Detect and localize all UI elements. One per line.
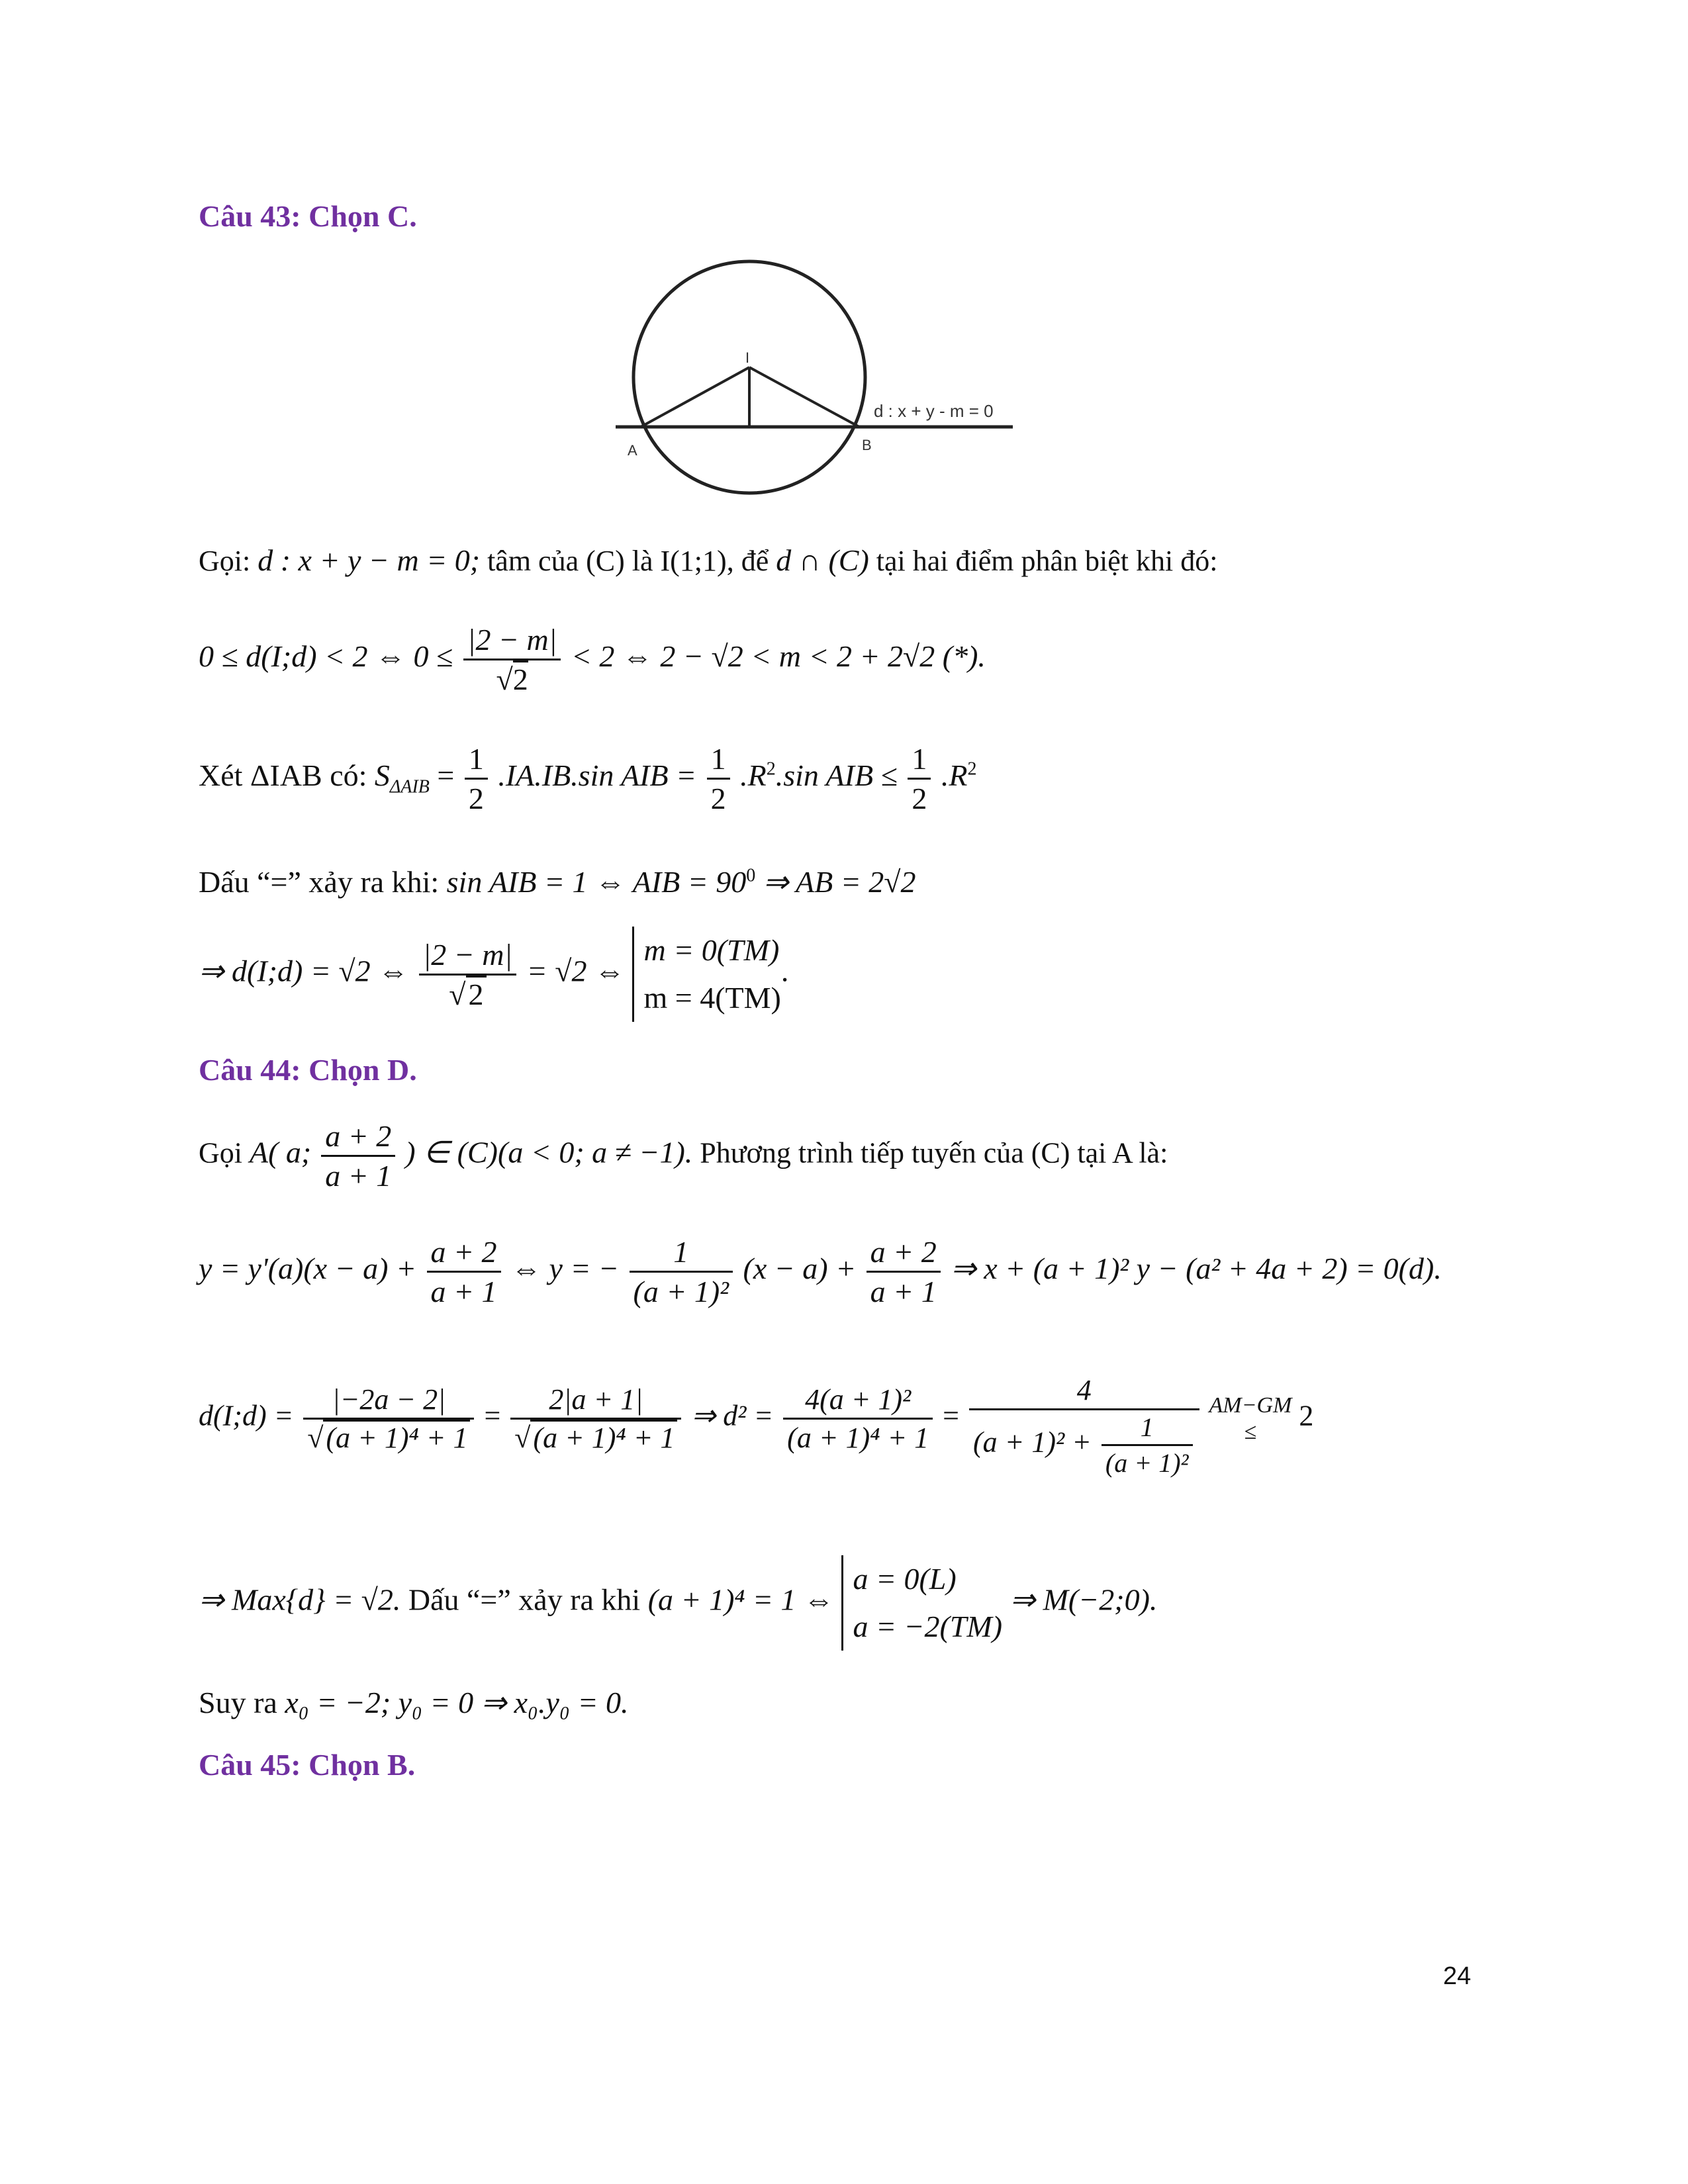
numerator: 1 xyxy=(707,741,730,780)
denominator: a + 1 xyxy=(870,1275,937,1308)
numerator: 1 xyxy=(908,741,931,780)
denominator: (a + 1)² xyxy=(1105,1448,1189,1478)
text: tâm của (C) là I(1;1), để xyxy=(487,545,769,577)
math: ⇒ Max{d} = √2. xyxy=(199,1582,401,1617)
fraction xyxy=(510,1383,681,1455)
q44-line-4 xyxy=(199,1555,1157,1651)
fraction xyxy=(630,1234,733,1309)
text: Dấu “=” xảy ra khi xyxy=(408,1582,641,1617)
superscript: 2 xyxy=(967,758,977,780)
numerator: 4(a + 1)² xyxy=(783,1383,933,1420)
text: Phương trình tiếp tuyến của (C) tại A là: xyxy=(700,1136,1168,1169)
q43-line-4 xyxy=(199,864,915,899)
fraction xyxy=(1102,1412,1193,1479)
text: Suy ra xyxy=(199,1686,277,1719)
math: d ∩ (C) xyxy=(776,543,869,577)
math: = √2 ⇔ xyxy=(526,954,625,988)
case-1: a = 0(L) xyxy=(853,1562,957,1596)
numerator: a + 2 xyxy=(867,1234,941,1273)
numerator: 1 xyxy=(630,1234,733,1273)
fraction xyxy=(303,1383,474,1455)
numerator: |2 − m| xyxy=(419,937,517,976)
radicand: 2 xyxy=(513,660,528,696)
denominator: √(a + 1)⁴ + 1 xyxy=(303,1420,474,1455)
case-bracket xyxy=(841,1555,1002,1651)
math: d : x + y − m = 0; xyxy=(258,543,481,577)
numerator: a + 2 xyxy=(427,1234,501,1273)
label-d: d : x + y - m = 0 xyxy=(874,401,994,421)
numerator: 2|a + 1| xyxy=(510,1383,681,1420)
le-sign: ≤ xyxy=(1244,1419,1257,1444)
period: . xyxy=(780,954,789,988)
case-2: a = −2(TM) xyxy=(853,1610,1003,1643)
amgm-label: AM−GM xyxy=(1209,1392,1292,1418)
segment-ia xyxy=(641,367,749,427)
q43-line-1 xyxy=(199,543,1217,578)
math: .IA.IB.sin AIB = xyxy=(498,758,697,793)
math: = xyxy=(437,758,455,793)
numerator: |−2a − 2| xyxy=(303,1383,474,1420)
math: 2 xyxy=(1299,1399,1314,1432)
superscript: 0 xyxy=(746,865,756,886)
numerator: a + 2 xyxy=(321,1118,395,1157)
text: tại hai điểm phân biệt khi đó: xyxy=(876,545,1218,577)
fraction xyxy=(783,1383,933,1455)
fraction xyxy=(321,1118,395,1193)
math: ) ∈ (C)(a < 0; a ≠ −1). xyxy=(405,1135,693,1169)
numerator: 1 xyxy=(465,741,488,780)
denominator: √2 xyxy=(419,976,517,1012)
text: Dấu “=” xảy ra khi: xyxy=(199,865,440,899)
fraction xyxy=(908,741,931,816)
denominator: 2 xyxy=(710,782,726,815)
text: Xét ΔIAB có: xyxy=(199,758,367,793)
q44-line-3 xyxy=(199,1373,1313,1479)
math: ⇒ d² = xyxy=(691,1399,774,1432)
amgm-inequality xyxy=(1209,1392,1292,1445)
q43-line-3 xyxy=(199,741,976,816)
math: ⇒ x + (a + 1)² y − (a² + 4a + 2) = 0(d). xyxy=(951,1251,1442,1286)
label-a: A xyxy=(628,442,637,459)
question-43-heading: Câu 43: Chọn C. xyxy=(199,199,417,233)
numerator: 4 xyxy=(969,1373,1199,1410)
question-44-heading: Câu 44: Chọn D. xyxy=(199,1053,417,1087)
numerator: |2 − m| xyxy=(463,622,561,660)
case-bracket xyxy=(632,927,780,1022)
math: .sin AIB ≤ xyxy=(775,758,898,793)
text: Gọi xyxy=(199,1136,242,1169)
label-b: B xyxy=(862,437,872,453)
math: x₀ = −2; y₀ = 0 ⇒ x₀.y₀ = 0. xyxy=(285,1686,629,1719)
math: (a + 1)⁴ = 1 ⇔ xyxy=(647,1582,834,1617)
fraction xyxy=(867,1234,941,1309)
q44-line-1 xyxy=(199,1118,1168,1193)
denominator: √2 xyxy=(463,660,561,697)
numerator: 1 xyxy=(1102,1412,1193,1446)
question-45-heading: Câu 45: Chọn B. xyxy=(199,1748,416,1782)
math: sin AIB = 1 ⇔ AIB = 90 xyxy=(446,865,747,899)
math: = xyxy=(943,1399,959,1432)
math: .R xyxy=(740,758,767,793)
math: = xyxy=(484,1399,501,1432)
math: ⇒ M(−2;0). xyxy=(1009,1582,1158,1617)
math: (x − a) + xyxy=(743,1251,857,1286)
math: ⇒ AB = 2√2 xyxy=(763,865,916,899)
math: 0 ≤ d(I;d) < 2 ⇔ 0 ≤ xyxy=(199,639,453,674)
radicand: 2 xyxy=(466,976,487,1011)
q43-line-5 xyxy=(199,927,788,1022)
denominator: a + 1 xyxy=(430,1275,497,1308)
case-1: m = 0(TM) xyxy=(643,933,780,967)
fraction xyxy=(427,1234,501,1309)
math: A( a; xyxy=(250,1135,312,1169)
q43-line-2 xyxy=(199,622,986,697)
page-number: 24 xyxy=(1443,1962,1472,1990)
radicand: (a + 1)⁴ + 1 xyxy=(530,1420,677,1454)
segment-ib xyxy=(749,367,859,427)
math: d(I;d) = xyxy=(199,1399,294,1432)
math: ⇒ d(I;d) = √2 ⇔ xyxy=(199,954,409,988)
math: .R xyxy=(941,758,968,793)
superscript: 2 xyxy=(766,758,776,780)
denominator: 2 xyxy=(912,782,927,815)
denominator: a + 1 xyxy=(325,1159,392,1193)
text: Gọi: xyxy=(199,545,251,577)
math: (a + 1)² + xyxy=(972,1426,1092,1459)
label-i: I xyxy=(745,349,750,366)
radicand: (a + 1)⁴ + 1 xyxy=(323,1420,470,1454)
fraction xyxy=(969,1373,1199,1479)
math: S xyxy=(374,758,390,793)
fraction xyxy=(419,937,517,1012)
fraction xyxy=(707,741,730,816)
denominator: (a + 1)² xyxy=(633,1275,729,1308)
denominator: (a + 1)⁴ + 1 xyxy=(787,1422,929,1454)
q44-line-5 xyxy=(199,1684,629,1720)
math: y = y'(a)(x − a) + xyxy=(199,1251,416,1286)
fraction xyxy=(463,622,561,697)
circle-diagram xyxy=(596,258,1046,523)
subscript: ΔAIB xyxy=(389,776,430,797)
math: ⇔ y = − xyxy=(511,1251,620,1286)
fraction xyxy=(465,741,488,816)
denominator: 2 xyxy=(468,782,484,815)
math: < 2 ⇔ 2 − √2 < m < 2 + 2√2 (*). xyxy=(571,639,986,674)
case-2: m = 4(TM) xyxy=(643,981,781,1015)
q44-line-2 xyxy=(199,1234,1442,1309)
denominator: √(a + 1)⁴ + 1 xyxy=(510,1420,681,1455)
denominator xyxy=(969,1410,1199,1479)
